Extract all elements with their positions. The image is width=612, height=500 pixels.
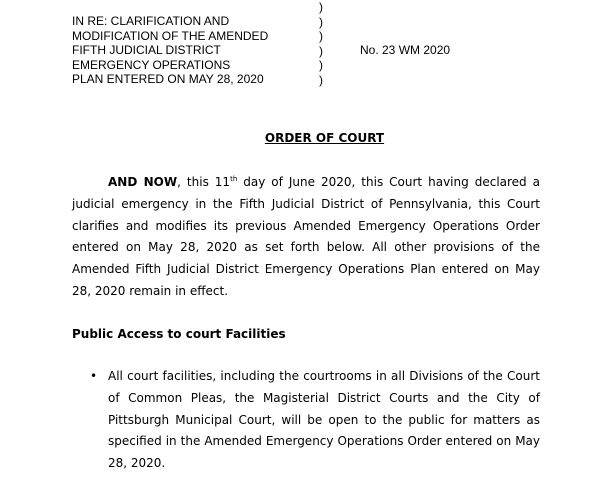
order-title: ORDER OF COURT — [264, 131, 385, 145]
case-caption — [72, 14, 322, 87]
order-paragraph — [72, 172, 540, 303]
caption-paren: ) — [319, 14, 323, 29]
bullet-list — [72, 366, 540, 475]
ordinal-superscript: th — [230, 175, 238, 183]
caption-paren: ) — [319, 43, 323, 58]
caption-parentheses — [319, 0, 331, 87]
bullet-icon: • — [90, 369, 98, 383]
caption-paren: ) — [319, 29, 323, 43]
paragraph-text-start: , this 11 — [177, 175, 231, 189]
caption-line: PLAN ENTERED ON MAY 28, 2020 — [72, 72, 264, 86]
docket-number: No. 23 WM 2020 — [360, 43, 451, 57]
paragraph-text-rest: day of June 2020, this Court having declared a judicial emergency in the Fifth Judicial District of Pennsylvania, this Court clarifies and modifies its previous Amended Emergency Operations Order entered on May 28, 2020 as set forth below. All other provisions of the Amended Fifth Judicial District Emergency Operations Plan entered on May 28, 2020 remain in effect. — [72, 175, 541, 298]
order-heading — [0, 130, 612, 146]
caption-line: MODIFICATION OF THE AMENDED — [72, 28, 269, 43]
caption-line: FIFTH JUDICIAL DISTRICT — [72, 43, 221, 57]
paragraph-lead: AND NOW — [108, 175, 178, 189]
caption-paren: ) — [319, 72, 323, 87]
bullet-text: All court facilities, including the courtrooms in all Divisions of the Court of Common Pleas, the Magisterial District Courts and the City of Pittsburgh Municipal Court, will be open to the public for matters as specified in the Amended Emergency Operations Order entered on May 28, 2020. — [108, 369, 540, 471]
caption-line: EMERGENCY OPERATIONS — [72, 57, 231, 72]
caption-line: IN RE: CLARIFICATION AND — [72, 14, 230, 28]
list-item — [72, 366, 540, 475]
caption-paren: ) — [319, 58, 323, 72]
section-heading: Public Access to court Facilities — [72, 327, 286, 341]
caption-paren: ) — [319, 0, 323, 14]
